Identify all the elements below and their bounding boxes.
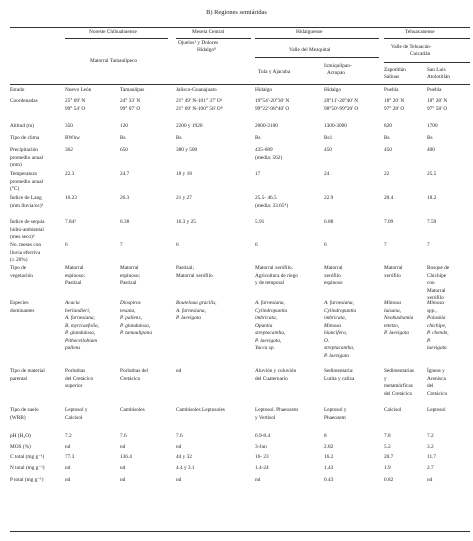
- row-label: Tipo de suelo: [10, 407, 39, 413]
- table-cell: Leptosol. Phaeozem: [255, 407, 298, 413]
- table-cell: Diospiros: [120, 300, 141, 306]
- table-cell: P. laevigata: [176, 315, 201, 321]
- table-cell: 650: [120, 147, 128, 153]
- table-cell: Calcisol: [384, 407, 402, 413]
- table-cell: 8: [324, 433, 327, 439]
- table-cell: Pastizal: [65, 280, 82, 286]
- table-cell: 820: [384, 123, 392, 129]
- table-cell: espinoso;: [120, 272, 141, 279]
- table-cell: 11.7: [427, 454, 437, 460]
- table-cell: Puebla: [427, 87, 442, 93]
- row-label: Temperatura: [10, 171, 37, 177]
- table-cell: 16- 23: [255, 454, 269, 460]
- table-cell: y de temporal: [255, 280, 285, 286]
- table-caption: B) Regiones semiáridas: [206, 9, 267, 16]
- table-cell: streptacantha,: [255, 330, 286, 336]
- table-cell: Ígneas y: [427, 368, 445, 374]
- table-cell: metamórficas: [384, 383, 413, 389]
- table-cell: 3-Jun: [255, 444, 267, 450]
- table-cell: 24: [324, 171, 330, 177]
- table-cell: 18° 28' N: [427, 98, 448, 104]
- table-cell: 7.59: [427, 219, 437, 225]
- table-cell: 7: [120, 242, 123, 248]
- table-cell: Neobuxbamia: [384, 315, 414, 321]
- table-cell: 18° 20' N: [384, 98, 405, 104]
- site-sanluis: San Luis: [427, 67, 446, 73]
- table-cell: luisana,: [384, 307, 401, 314]
- table-cell: laevigata: [427, 345, 447, 351]
- table-cell: espinoso: [324, 280, 343, 286]
- table-cell: (media: 33.65⁴): [255, 202, 289, 209]
- table-cell: y Vertisol: [255, 414, 276, 421]
- table-cell: 6: [176, 242, 179, 248]
- table-cell: 99° 07' O: [120, 105, 141, 112]
- row-label: No. meses con: [10, 242, 42, 248]
- table-cell: 1.43: [324, 465, 334, 471]
- table-cell: 400: [427, 147, 435, 153]
- table-cell: Cambisoles Leptosoles: [176, 407, 225, 413]
- table-cell: 97° 28' O: [384, 105, 405, 112]
- table-cell: B. myricaefolia,: [65, 322, 99, 329]
- table-cell: 18.2: [427, 195, 437, 201]
- table-cell: nd: [65, 444, 71, 450]
- table-cell: Opuntia: [255, 322, 273, 329]
- table-cell: Leptosol y: [324, 407, 347, 413]
- table-cell: 7: [384, 242, 387, 248]
- table-cell: 21 y 27: [176, 195, 192, 201]
- table-cell: P.: [427, 337, 431, 344]
- table-cell: Cretácico: [120, 375, 141, 382]
- row-label: Precipitación: [10, 147, 38, 153]
- table-cell: Arenisca: [427, 375, 446, 382]
- table-cell: O.: [324, 337, 330, 344]
- table-cell: Pithecellobium: [65, 337, 98, 344]
- region-tehuacanense: Tehuacanense: [405, 29, 435, 35]
- row-label: parental: [10, 375, 28, 382]
- table-cell: chichipe,: [427, 322, 447, 329]
- table-cell: P. chende,: [427, 330, 449, 336]
- table-cell: del Cretácico: [384, 390, 413, 397]
- row-label: Tipo de clima: [10, 135, 40, 141]
- table-cell: Polaskia: [427, 315, 446, 321]
- table-cell: Matorral: [427, 287, 446, 294]
- table-cell: Matorral: [384, 265, 403, 271]
- table-cell: Lutita y caliza: [324, 375, 355, 382]
- table-cell: espinoso;: [65, 272, 86, 279]
- row-label: hídro-ambiental: [10, 226, 44, 233]
- table-cell: 3.2: [427, 444, 434, 450]
- table-cell: Bs: [120, 135, 126, 141]
- table-cell: 4.4 y 3.1: [176, 465, 195, 471]
- row-label: P total (mg g⁻¹): [10, 477, 44, 483]
- table-cell: Bs1: [324, 135, 333, 141]
- table-cell: A. farnesiana,: [176, 307, 206, 314]
- table-cell: 26.3: [120, 195, 130, 201]
- table-cell: 25.5: [427, 171, 437, 177]
- table-cell: P. laevigata,: [255, 337, 282, 344]
- table-cell: A. farnesiana,: [324, 300, 354, 306]
- table-cell: Puebla: [384, 87, 399, 93]
- table-cell: nd: [120, 465, 126, 471]
- table-cell: 7.09: [384, 219, 394, 225]
- table-cell: Mimosa: [324, 322, 342, 329]
- table-cell: superior: [65, 383, 83, 389]
- table-cell: 7.2: [65, 433, 72, 439]
- table-cell: 1.9: [384, 465, 391, 471]
- table-cell: 19°54'-20°30' N: [255, 98, 290, 104]
- table-cell: nd: [176, 477, 182, 483]
- table-cell: 7.84³: [65, 219, 76, 225]
- row-label: (≥ 20%): [10, 257, 28, 263]
- table-cell: 0.43: [324, 477, 334, 483]
- table-cell: Sedimentarias: [384, 368, 415, 374]
- table-cell: Cambisoles: [120, 407, 145, 413]
- row-label: MOS (%): [10, 444, 31, 450]
- table-cell: Matorral xerófilo: [176, 272, 213, 279]
- table-cell: P. laevigata: [324, 352, 349, 359]
- table-cell: 1700: [427, 123, 438, 129]
- row-label: dominantes: [10, 307, 35, 314]
- row-label: (WRB): [10, 414, 26, 421]
- table-cell: 6.88: [324, 219, 334, 225]
- table-cell: 0.82: [384, 477, 394, 483]
- table-cell: Acacia: [65, 300, 80, 306]
- table-cell: Leptosol y: [65, 407, 88, 413]
- table-cell: Chichipe: [427, 272, 447, 279]
- table-cell: 17: [255, 171, 261, 177]
- table-cell: nd: [120, 444, 126, 450]
- table-cell: del: [427, 383, 434, 389]
- table-cell: 44 y 32: [176, 454, 192, 460]
- subgroup-tehuacan: Valle de Tehuacán-: [391, 44, 432, 50]
- row-label: Altitud (m): [10, 123, 34, 129]
- table-cell: Phaeozem: [324, 414, 346, 421]
- rule-hidalguense: [255, 38, 379, 39]
- table-cell: 6: [65, 242, 68, 248]
- table-cell: 21° 09' N-100° 56' O⁸: [176, 105, 223, 112]
- table-cell: nd: [427, 477, 433, 483]
- table-cell: Tamaulipas: [120, 87, 145, 93]
- table-cell: Sedimentaria:: [324, 368, 354, 374]
- table-cell: A. farnesiana,: [65, 315, 95, 321]
- region-noreste: Noreste Chihuahuense: [89, 29, 137, 35]
- table-cell: 20.7: [384, 454, 394, 460]
- table-cell: 6: [324, 242, 327, 248]
- table-cell: Porlutitas del: [120, 368, 149, 374]
- table-cell: Matorral: [120, 265, 139, 271]
- table-cell: 2.82: [324, 444, 334, 450]
- table-cell: Mimosa: [384, 300, 402, 306]
- table-cell: BWhw: [65, 135, 81, 141]
- table-cell: P. glandulosa,: [65, 330, 96, 336]
- table-cell: P. tamaulipana: [120, 330, 152, 336]
- table-cell: nd: [120, 477, 126, 483]
- row-label: Coordenadas: [10, 98, 38, 104]
- table-cell: 97° 58' O: [427, 105, 448, 112]
- table-cell: 7.2: [427, 433, 434, 439]
- table-cell: 24° 33' N: [120, 98, 141, 104]
- table-cell: Nuevo León: [65, 87, 92, 93]
- header-rule-bottom: [10, 84, 470, 85]
- table-cell: Cylindropuntia: [324, 307, 357, 314]
- table-cell: xerófilo: [384, 272, 401, 279]
- rule-mezquital: [255, 57, 379, 58]
- table-cell: Cylindropuntia: [255, 307, 288, 314]
- site-zapotitlan: Zapotitlán: [384, 67, 406, 73]
- table-cell: 2.7: [427, 465, 434, 471]
- row-label: C total (mg g⁻¹): [10, 454, 45, 460]
- table-cell: 350: [65, 123, 73, 129]
- row-label: (°C): [10, 186, 20, 192]
- table-cell: Bs: [176, 135, 182, 141]
- table-cell: 6.38: [120, 219, 130, 225]
- table-cell: Aluvión y coluvión: [255, 368, 297, 374]
- table-cell: y: [384, 375, 387, 382]
- header-rule-top: [10, 27, 470, 28]
- table-cell: 7.6: [176, 433, 183, 439]
- row-label: pH (H₂O): [10, 433, 31, 439]
- table-cell: Cretácico: [427, 390, 448, 397]
- table-cell: 16.3 y 25: [176, 219, 196, 225]
- row-label: promedio anual: [10, 178, 44, 185]
- table-cell: 380 y 500: [176, 147, 198, 153]
- subgroup-tamaulipeco: Matorral Tamaulipeco: [90, 58, 138, 64]
- table-cell: 20.4: [384, 195, 394, 201]
- table-cell: 25° 09' N: [65, 98, 86, 104]
- table-cell: 22: [384, 171, 390, 177]
- row-label: Índice de sequía: [10, 219, 45, 225]
- table-cell: 5.2: [384, 444, 391, 450]
- subgroup-ojuelos: Ojuelos¹ y Dolores: [178, 40, 219, 46]
- table-cell: Matorral: [65, 265, 84, 271]
- table-cell: tetetzo,: [384, 322, 400, 329]
- row-label: Índice de Lang: [10, 195, 42, 201]
- table-cell: 22.9: [324, 195, 334, 201]
- table-cell: Pastizal: [120, 280, 137, 286]
- table-cell: 16.2: [324, 454, 334, 460]
- table-cell: A. farnesiana,: [255, 300, 285, 306]
- table-cell: nd: [176, 368, 182, 374]
- table-cell: 7.6: [120, 433, 127, 439]
- table-cell: 6.9-8.4: [255, 433, 271, 439]
- table-cell: Jalisco-Guanajuato: [176, 87, 217, 93]
- table-cell: nd: [255, 477, 261, 483]
- table-cell: 7.8: [384, 433, 391, 439]
- table-cell: texana,: [120, 307, 136, 314]
- row-label: (mm): [10, 162, 22, 168]
- table-cell: P. glandulosa,: [120, 322, 151, 329]
- table-cell: 98°50'-99°20' O: [324, 105, 359, 112]
- table-cell: Bs: [255, 135, 261, 141]
- site-ixmiquilpan-2: Actopan: [327, 70, 345, 76]
- table-bottom-rule: [10, 531, 470, 532]
- table-cell: 25.5- 46.5: [255, 195, 277, 201]
- table-cell: del Cuaternario: [255, 375, 288, 382]
- table-cell: 16.23: [65, 195, 77, 201]
- table-cell: Porlutitas: [65, 368, 86, 374]
- table-cell: 22.3: [65, 171, 75, 177]
- row-label: N total (mg g⁻¹): [10, 465, 45, 471]
- table-cell: 1.4-24: [255, 465, 269, 471]
- table-cell: Calcisol: [65, 414, 83, 421]
- subgroup-tehuacan-2: Cuicatlán: [410, 51, 431, 57]
- row-label: Tipo de: [10, 265, 27, 271]
- table-cell: Yucca sp.: [255, 345, 275, 351]
- table-cell: 18 y 18: [176, 171, 192, 177]
- table-cell: 2000-2100: [255, 123, 278, 129]
- table-cell: spp.,: [427, 307, 438, 314]
- rule-meseta: [176, 38, 251, 39]
- table-cell: 99°22'-98°40' O: [255, 105, 290, 112]
- table-cell: streptacantha,: [324, 345, 355, 351]
- table-cell: P. pallens,: [120, 315, 142, 321]
- subgroup-ojuelos-2: Hidalgo⁸: [197, 47, 216, 53]
- rule-tamaulipeco: [65, 38, 168, 39]
- table-cell: 77.3: [65, 454, 75, 460]
- region-meseta: Meseta Central: [192, 29, 225, 35]
- table-cell: Bs: [384, 135, 390, 141]
- table-cell: 450: [384, 147, 392, 153]
- row-label: promedio anual: [10, 154, 44, 161]
- table-cell: del Cretácico: [65, 375, 94, 382]
- site-sanluis-2: Atolotitlán: [427, 74, 450, 80]
- table-cell: 120: [120, 123, 128, 129]
- table-cell: biuncifera,: [324, 330, 348, 336]
- table-cell: Matorral: [324, 265, 343, 271]
- subgroup-mezquital: Valle del Mezquital: [289, 47, 331, 53]
- table-cell: 362: [65, 147, 73, 153]
- row-label: lluvia efectiva: [10, 249, 41, 256]
- region-hidalguense: Hidalguense: [296, 29, 323, 35]
- table-cell: 450: [324, 147, 332, 153]
- row-label: (mes seco)⁵: [10, 234, 35, 240]
- row-label: Tipo de material: [10, 368, 45, 374]
- table-cell: Bouteloua gracilis,: [176, 300, 217, 306]
- table-cell: 136.4: [120, 454, 132, 460]
- table-cell: 24.7: [120, 171, 130, 177]
- table-cell: nd: [176, 444, 182, 450]
- table-cell: Agricultura de riego: [255, 272, 298, 279]
- table-cell: P. laevigata: [384, 330, 409, 336]
- table-cell: con: [427, 280, 435, 286]
- table-cell: xerófilo: [324, 272, 341, 279]
- table-cell: nd: [65, 477, 71, 483]
- row-label: (mm lluvia/oc)³: [10, 202, 44, 209]
- table-cell: (media: 562): [255, 154, 283, 161]
- table-cell: 1300-3000: [324, 123, 347, 129]
- table-cell: Pastizal;: [176, 265, 194, 271]
- table-cell: Bs: [427, 135, 433, 141]
- rule-tehuacan-valley: [384, 62, 470, 63]
- site-zapotitlan-2: Salinas: [384, 74, 400, 80]
- table-cell: 7: [427, 242, 430, 248]
- table-cell: 2200 y 1920: [176, 123, 203, 129]
- table-cell: 20°11'-20°40' N: [324, 98, 359, 104]
- site-tula: Tula y Ajacuba: [258, 69, 291, 75]
- table-cell: 435-689: [255, 147, 273, 153]
- table-cell: 99° 54' O: [65, 105, 86, 112]
- table-cell: pallens: [65, 345, 81, 351]
- rule-tehuacanense: [384, 38, 470, 39]
- site-ixmiquilpan: Ixmiquilpan-: [324, 63, 352, 69]
- table-cell: Matorral xerófilo.: [255, 265, 293, 271]
- row-label: Estado: [10, 87, 25, 93]
- table-cell: Hidalgo: [324, 87, 342, 93]
- table-cell: Bosque de: [427, 265, 450, 271]
- table-cell: nd: [65, 465, 71, 471]
- table-cell: Mimosa: [427, 300, 445, 306]
- table-cell: Hidalgo: [255, 87, 273, 93]
- table-cell: 5.91: [255, 219, 265, 225]
- table-cell: imbricata,: [324, 315, 346, 321]
- table-cell: xerófilo: [427, 295, 444, 301]
- table-cell: Leptosol: [427, 407, 446, 413]
- row-label: Especies: [10, 300, 29, 306]
- row-label: vegetación: [10, 272, 33, 279]
- table-cell: imbricata,: [255, 315, 277, 321]
- table-cell: 6: [255, 242, 258, 248]
- table-cell: 21° 49' N-101° 37' O²: [176, 98, 223, 104]
- table-cell: berlandieri,: [65, 307, 91, 314]
